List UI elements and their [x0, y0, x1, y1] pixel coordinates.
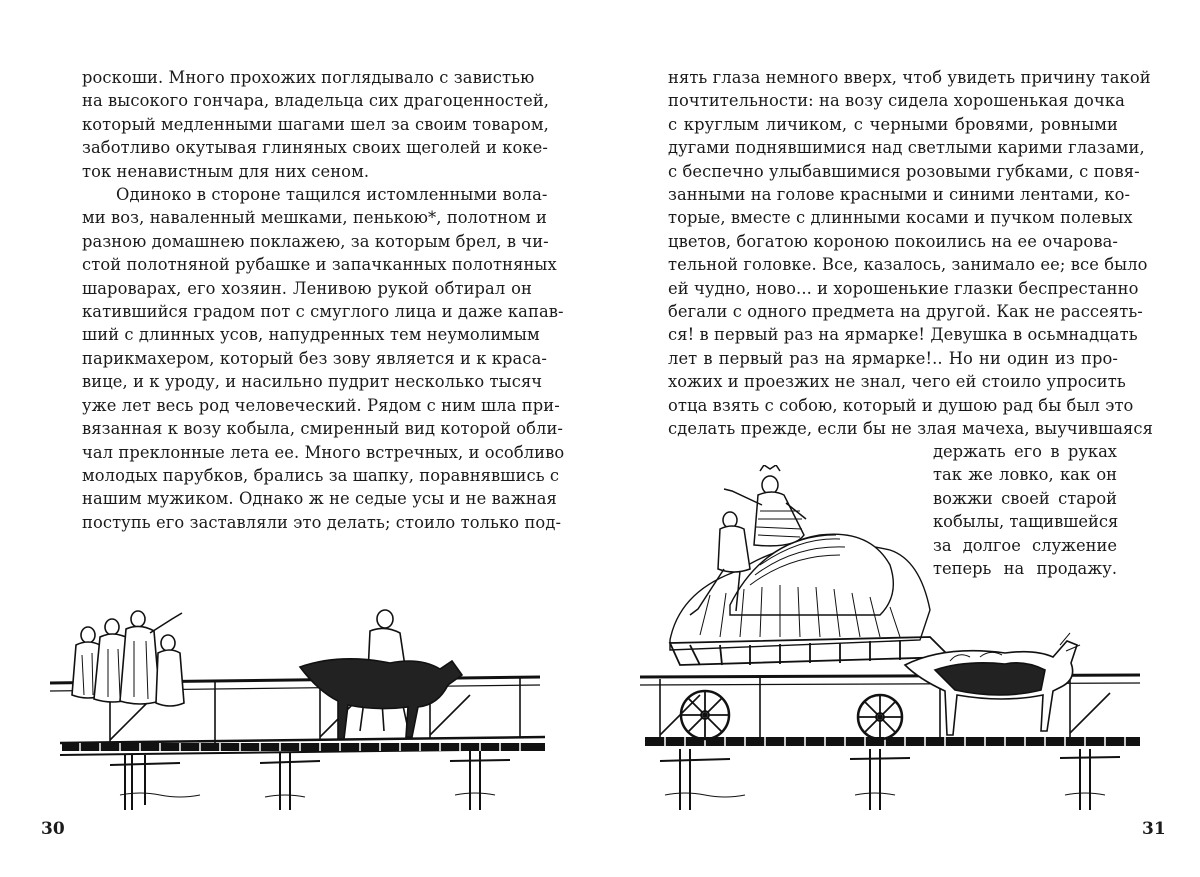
- left-page-text: [82, 66, 565, 534]
- text-line: ей чудно, ново... и хорошенькие глазки беспрестанно: [668, 278, 1139, 298]
- text-line: бегали с одного предмета на другой. Как не рассеять-: [668, 302, 1143, 322]
- text-line: сделать прежде, если бы не злая мачеха, выучившаяся: [668, 419, 1153, 439]
- text-line: на высокого гончара, владельца сих драгоценностей,: [82, 91, 550, 111]
- text-line: молодых парубков, брались за шапку, поравнявшись с: [82, 465, 560, 485]
- text-line: нашим мужиком. Однако ж не седые усы и не важная: [82, 489, 557, 509]
- text-line: держать его в руках: [933, 442, 1117, 461]
- text-line: вице, и к уроду, и насильно пудрит несколько тысяч: [82, 372, 543, 392]
- text-line: теперь на продажу.: [933, 559, 1117, 579]
- right-page: [600, 0, 1200, 877]
- text-line: кобылы, тащившейся: [933, 512, 1119, 532]
- hay-cart-illustration: [640, 465, 1150, 815]
- text-line: тельной головке. Все, казалось, занимало ее; все было: [668, 255, 1148, 275]
- text-line: ток ненавистным для них сеном.: [82, 161, 370, 181]
- text-line: занными на голове красными и синими лентами, ко-: [668, 185, 1131, 205]
- text-line: роскоши. Много прохожих поглядывало с завистью: [82, 68, 535, 87]
- text-line: дугами поднявшимися над светлыми карими глазами,: [668, 138, 1145, 158]
- bridge-crowd-drawing: [50, 605, 550, 815]
- text-line: заботливо окутывая глиняных своих щеголей и коке-: [82, 138, 549, 158]
- hay-cart-drawing: [640, 465, 1150, 815]
- text-line: стой полотняной рубашке и запачканных полотняных: [82, 255, 557, 275]
- page-number-left: 30: [41, 819, 65, 839]
- text-line: уже лет весь род человеческий. Рядом с ним шла при-: [82, 395, 560, 415]
- page-number-right: 31: [1142, 819, 1166, 839]
- text-line: катившийся градом пот с смуглого лица и даже капав-: [82, 302, 564, 322]
- text-line: торые, вместе с длинными косами и пучком полевых: [668, 208, 1133, 228]
- text-line: который медленными шагами шел за своим товаром,: [82, 114, 549, 134]
- text-line: поступь его заставляли это делать; стоило только под-: [82, 512, 562, 532]
- text-line: хожих и проезжих не знал, чего ей стоило упросить: [668, 372, 1126, 392]
- right-page-text: [668, 66, 1153, 441]
- text-line: ся! в первый раз на ярмарке! Девушка в осьмнадцать: [668, 325, 1138, 345]
- text-line: вожжи своей старой: [933, 488, 1117, 508]
- text-line: парикмахером, который без зову является и к краса-: [82, 348, 547, 368]
- text-line: ший с длинных усов, напудренных тем неумолимым: [82, 325, 540, 345]
- text-line: вязанная к возу кобыла, смиренный вид которой обли-: [82, 419, 564, 439]
- text-line: отца взять с собою, который и душою рад бы был это: [668, 395, 1134, 415]
- text-line: за долгое служение: [933, 535, 1117, 555]
- text-line: Одиноко в стороне тащился истомленными вола-: [116, 185, 548, 205]
- text-line: почтительности: на возу сидела хорошенькая дочка: [668, 91, 1125, 111]
- text-line: так же ловко, как он: [933, 465, 1117, 485]
- text-line: нять глаза немного вверх, чтоб увидеть причину такой: [668, 68, 1151, 87]
- text-line: с беспечно улыбавшимися розовыми губками, с повя-: [668, 161, 1140, 181]
- text-line: лет в первый раз на ярмарке!.. Но ни один из про-: [668, 348, 1118, 368]
- text-line: разною домашнею поклажею, за которым брел, в чи-: [82, 231, 549, 251]
- text-line: шароварах, его хозяин. Ленивою рукой обтирал он: [82, 278, 532, 298]
- bridge-crowd-illustration: [50, 605, 550, 815]
- text-line: цветов, богатою короною покоились на ее очарова-: [668, 231, 1118, 251]
- text-line: чал преклонные лета ее. Много встречных, и особливо: [82, 442, 565, 462]
- text-line: ми воз, наваленный мешками, пенькою*, полотном и: [82, 208, 547, 228]
- text-line: с круглым личиком, с черными бровями, ровными: [668, 114, 1118, 134]
